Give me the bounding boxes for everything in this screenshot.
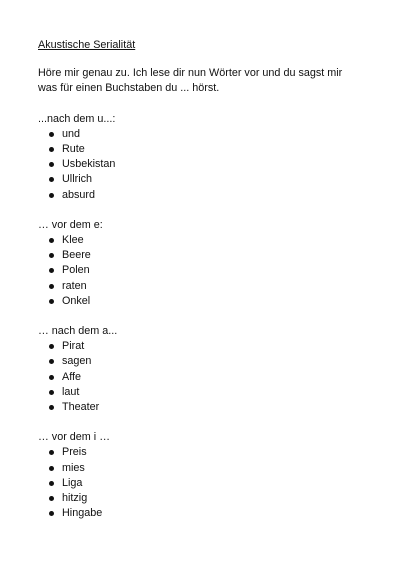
word-label: mies [62,461,85,474]
section-heading: … vor dem e: [38,218,103,231]
bullet-icon [49,496,54,501]
instructions [38,66,378,96]
list-item [38,263,378,278]
section-vor-dem-i [38,430,378,521]
bullet-icon [49,193,54,198]
bullet-icon [49,299,54,304]
list-item [38,385,378,400]
word-label: raten [62,279,87,292]
list-item [38,400,378,415]
list-item [38,279,378,294]
section-heading: ...nach dem u...: [38,112,116,125]
word-label: Ullrich [62,173,92,186]
instructions-line-2: was für einen Buchstaben du ... hörst. [38,82,220,95]
word-label: Hingabe [62,507,103,520]
bullet-icon [49,405,54,410]
bullet-icon [49,147,54,152]
word-list [38,233,378,309]
bullet-icon [49,390,54,395]
list-item [38,476,378,491]
bullet-icon [49,344,54,349]
bullet-icon [49,268,54,273]
instructions-line-1: Höre mir genau zu. Ich lese dir nun Wörter vor und du sagst mir [38,67,343,80]
bullet-icon [49,481,54,486]
list-item [38,339,378,354]
word-label: Onkel [62,294,91,307]
list-item [38,157,378,172]
word-label: Pirat [62,340,85,353]
bullet-icon [49,253,54,258]
list-item [38,172,378,187]
word-label: Rute [62,143,85,156]
page-title: Akustische Serialität [38,39,136,51]
word-list [38,339,378,415]
word-label: Preis [62,446,87,459]
section-nach-dem-u [38,112,378,203]
bullet-icon [49,238,54,243]
word-label: sagen [62,355,92,368]
word-label: laut [62,385,80,398]
list-item [38,506,378,521]
section-nach-dem-a [38,324,378,415]
list-item [38,491,378,506]
list-item [38,370,378,385]
bullet-icon [49,359,54,364]
word-label: Polen [62,264,90,277]
bullet-icon [49,284,54,289]
word-list [38,445,378,521]
list-item [38,142,378,157]
bullet-icon [49,132,54,137]
bullet-icon [49,162,54,167]
list-item [38,461,378,476]
bullet-icon [49,511,54,516]
word-label: Affe [62,370,82,383]
word-label: Usbekistan [62,158,116,171]
word-label: hitzig [62,492,88,505]
bullet-icon [49,450,54,455]
list-item [38,445,378,460]
bullet-icon [49,177,54,182]
word-label: Beere [62,249,91,262]
list-item [38,188,378,203]
word-list [38,127,378,203]
word-label: Liga [62,476,83,489]
bullet-icon [49,375,54,380]
section-vor-dem-e [38,218,378,309]
list-item [38,248,378,263]
word-label: absurd [62,188,96,201]
word-label: Klee [62,234,84,247]
list-item [38,233,378,248]
section-heading: … vor dem i … [38,431,110,444]
list-item [38,127,378,142]
list-item [38,294,378,309]
section-heading: … nach dem a... [38,325,118,338]
bullet-icon [49,466,54,471]
word-label: und [62,127,81,140]
worksheet-page [38,38,378,536]
word-label: Theater [62,401,100,414]
list-item [38,354,378,369]
